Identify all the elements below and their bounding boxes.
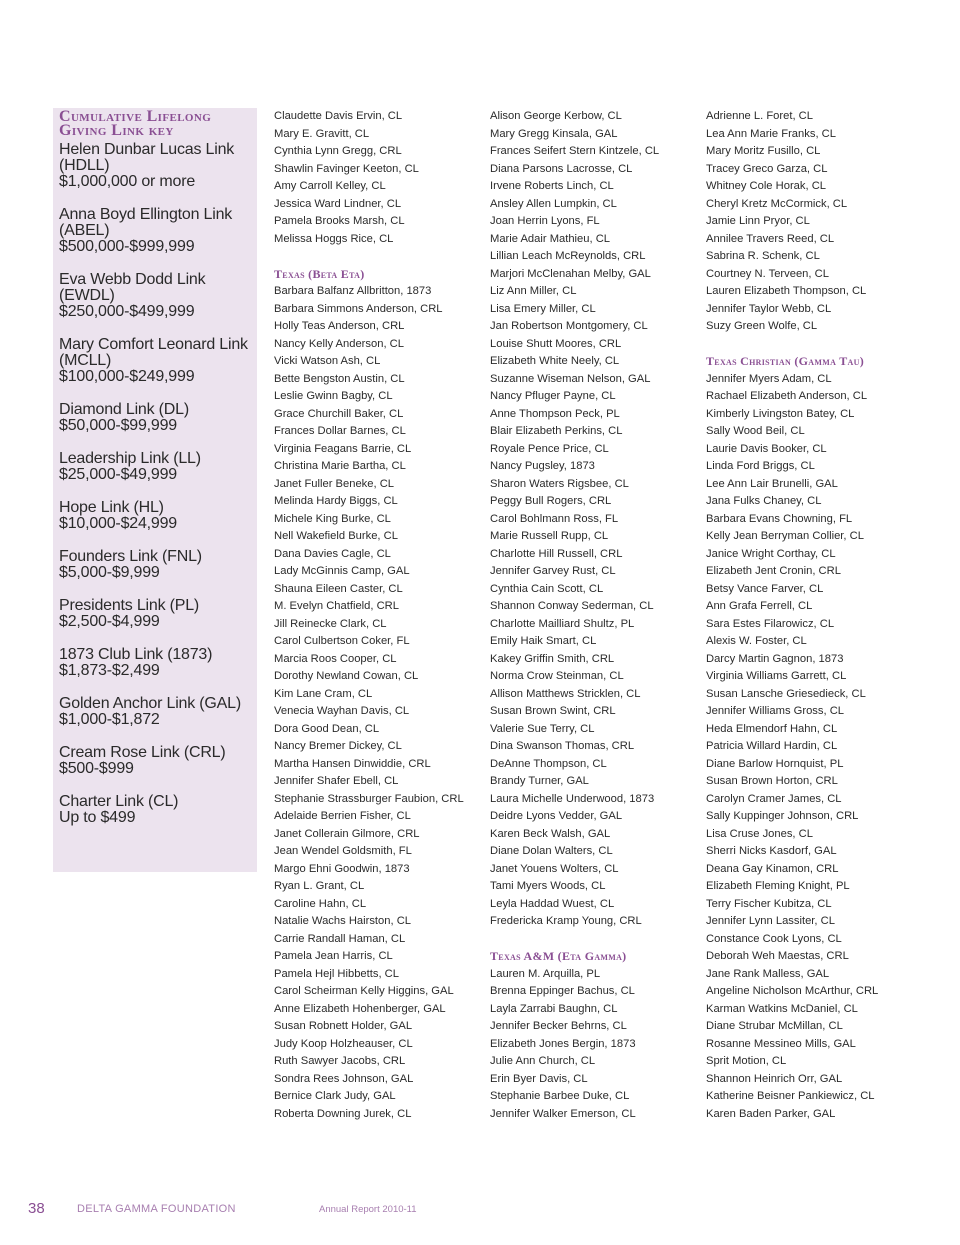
donor-name: Angeline Nicholson McArthur, CRL [706, 985, 879, 997]
key-entry [59, 402, 251, 434]
donor-name: Jana Fulks Chaney, CL [706, 495, 822, 507]
donor-name: Courtney N. Terveen, CL [706, 267, 829, 280]
donor-name: Kelly Jean Berryman Collier, CL [706, 530, 864, 542]
donor-name: Sharon Waters Rigsbee, CL [490, 477, 629, 490]
donor-name: Cheryl Kretz McCormick, CL [706, 197, 848, 210]
donor-name: Frances Dollar Barnes, CL [274, 425, 406, 437]
donor-name: Jill Reinecke Clark, CL [274, 617, 387, 630]
donor-name: Marcia Roos Cooper, CL [274, 652, 397, 665]
donor-name: Susan Brown Horton, CRL [706, 775, 838, 787]
donor-name: Ann Grafa Ferrell, CL [706, 600, 813, 612]
key-entry-range: $1,000-$1,872 [59, 711, 160, 728]
key-entry-range: $25,000-$49,999 [59, 466, 178, 483]
donor-name: Virginia Feagans Barrie, CL [274, 442, 412, 455]
donor-name: Jennifer Lynn Lassiter, CL [706, 915, 835, 927]
donor-name: Marie Russell Rupp, CL [490, 530, 609, 542]
donor-name: Suzanne Wiseman Nelson, GAL [490, 372, 651, 385]
chapter-heading: Texas (Beta Eta) [274, 266, 365, 281]
donor-name: Jennifer Myers Adam, CL [706, 372, 832, 385]
donor-name: Mary Gregg Kinsala, GAL [490, 127, 618, 140]
donor-name: Bernice Clark Judy, GAL [274, 1090, 396, 1102]
donor-name: Sally Wood Beil, CL [706, 425, 805, 437]
key-entry-range: $2,500-$4,999 [59, 613, 160, 630]
donor-name: DeAnne Thompson, CL [490, 757, 607, 770]
donor-name: Leyla Haddad Wuest, CL [490, 897, 615, 910]
donor-name: Deborah Weh Maestas, CRL [706, 950, 849, 962]
donor-name: Norma Crow Steinman, CL [490, 670, 624, 682]
donor-name: Ansley Allen Lumpkin, CL [490, 197, 617, 210]
donor-name: Shawlin Favinger Keeton, CL [274, 162, 419, 175]
report-title: Annual Report 2010-11 [319, 1204, 417, 1215]
key-title-line2: Giving Link key [59, 122, 174, 139]
donor-name: Stephanie Barbee Duke, CL [490, 1090, 630, 1102]
donor-name: Whitney Cole Horak, CL [706, 180, 826, 192]
donor-name: Kim Lane Cram, CL [274, 687, 373, 700]
donor-name: Carolyn Cramer James, CL [706, 792, 842, 805]
donor-name: Amy Carroll Kelley, CL [274, 180, 386, 192]
key-entry [59, 647, 251, 679]
donor-name: Christina Marie Bartha, CL [274, 460, 406, 472]
key-entry-name: Leadership Link (LL) [59, 450, 201, 467]
donor-name: Jennifer Shafer Ebell, CL [274, 775, 399, 787]
donor-name: Sprit Motion, CL [706, 1055, 787, 1067]
donor-name: Liz Ann Miller, CL [490, 285, 577, 297]
donor-name: Barbara Balfanz Allbritton, 1873 [274, 285, 432, 297]
key-entry [59, 142, 251, 190]
donor-name: Ryan L. Grant, CL [274, 880, 365, 892]
donor-name: Lisa Cruse Jones, CL [706, 827, 813, 840]
donor-name: Lady McGinnis Camp, GAL [274, 565, 410, 577]
donor-name: Rosanne Messineo Mills, GAL [706, 1037, 856, 1050]
donor-name: Pamela Jean Harris, CL [274, 950, 393, 962]
donor-name: Lauren Elizabeth Thompson, CL [706, 285, 867, 297]
donor-name: Jennifer Garvey Rust, CL [490, 565, 616, 577]
key-entry-name: Mary Comfort Leonard Link (MCLL) [59, 336, 248, 369]
donor-name: Anne Thompson Peck, PL [490, 407, 620, 420]
donor-name: Diane Strubar McMillan, CL [706, 1020, 843, 1032]
key-entry-name: 1873 Club Link (1873) [59, 646, 213, 663]
donor-name: Shauna Eileen Caster, CL [274, 582, 403, 595]
key-entry-name: Charter Link (CL) [59, 793, 179, 810]
donor-name: Sally Kuppinger Johnson, CRL [706, 810, 859, 822]
donor-name: Terry Fischer Kubitza, CL [706, 897, 832, 910]
donor-name: Jane Rank Malless, GAL [706, 967, 830, 980]
donor-name: Kimberly Livingston Batey, CL [706, 407, 855, 420]
donor-name: Sabrina R. Schenk, CL [706, 250, 820, 262]
donor-name: Laura Michelle Underwood, 1873 [490, 792, 655, 805]
donor-column-1 [274, 108, 484, 1123]
donor-name: Katherine Beisner Pankiewicz, CL [706, 1090, 875, 1102]
donor-name: Shannon Heinrich Orr, GAL [706, 1072, 843, 1085]
donor-name: Dina Swanson Thomas, CRL [490, 740, 635, 752]
key-entry-range: $250,000-$499,999 [59, 303, 195, 320]
key-entry [59, 272, 251, 320]
donor-name: Tami Myers Woods, CL [490, 880, 606, 892]
key-entry-name: Anna Boyd Ellington Link (ABEL) [59, 206, 233, 239]
donor-name: Alison George Kerbow, CL [490, 110, 622, 122]
key-entry [59, 598, 251, 630]
donor-name: Julie Ann Church, CL [490, 1055, 596, 1067]
donor-name: Karen Beck Walsh, GAL [490, 827, 611, 840]
donor-column-2 [490, 108, 700, 1123]
donor-name: Kakey Griffin Smith, CRL [490, 652, 615, 665]
donor-name: Nancy Pfluger Payne, CL [490, 390, 616, 402]
donor-name: Sondra Rees Johnson, GAL [274, 1072, 414, 1085]
donor-name: Vicki Watson Ash, CL [274, 355, 381, 367]
donor-name: Judy Koop Holzheauser, CL [274, 1037, 413, 1050]
key-entry-range: $100,000-$249,999 [59, 368, 195, 385]
key-entry-range: $1,000,000 or more [59, 173, 196, 190]
donor-name: Carol Bohlmann Ross, FL [490, 512, 619, 525]
donor-name: Annilee Travers Reed, CL [706, 232, 835, 245]
key-entry-name: Founders Link (FNL) [59, 548, 202, 565]
donor-name: Janet Fuller Beneke, CL [274, 477, 395, 490]
donor-name: Nancy Bremer Dickey, CL [274, 740, 402, 752]
donor-name: Lee Ann Lair Brunelli, GAL [706, 477, 838, 490]
donor-name: Mary Moritz Fusillo, CL [706, 145, 821, 157]
key-entry [59, 745, 251, 777]
donor-name: Susan Lansche Griesedieck, CL [706, 687, 866, 700]
donor-name: Lillian Leach McReynolds, CRL [490, 250, 646, 262]
donor-name: Jennifer Taylor Webb, CL [706, 302, 832, 315]
chapter-heading: Texas A&M (Eta Gamma) [490, 949, 627, 963]
chapter-heading: Texas Christian (Gamma Tau) [706, 354, 865, 368]
donor-name: Barbara Simmons Anderson, CRL [274, 302, 443, 315]
donor-name: Martha Hansen Dinwiddie, CRL [274, 757, 431, 770]
donor-name: Marie Adair Mathieu, CL [490, 232, 611, 245]
donor-name: Irvene Roberts Linch, CL [490, 180, 614, 192]
donor-name: Laurie Davis Booker, CL [706, 442, 827, 455]
section-gap [490, 931, 700, 949]
donor-name: Darcy Martin Gagnon, 1873 [706, 652, 844, 665]
donor-name: Sara Estes Filarowicz, CL [706, 617, 835, 630]
donor-name: Michele King Burke, CL [274, 512, 391, 525]
donor-name: Sherri Nicks Kasdorf, GAL [706, 845, 837, 857]
key-entry-range: $50,000-$99,999 [59, 417, 178, 434]
key-title-line1: Cumulative Lifelong [59, 108, 212, 125]
donor-name: Susan Brown Swint, CRL [490, 705, 616, 717]
donor-name: Allison Matthews Stricklen, CL [490, 687, 641, 700]
donor-name: Pamela Brooks Marsh, CL [274, 215, 405, 227]
donor-name: Carrie Randall Haman, CL [274, 932, 406, 945]
donor-name: Adrienne L. Foret, CL [706, 110, 813, 122]
key-entry [59, 337, 251, 385]
donor-name: Elizabeth Fleming Knight, PL [706, 880, 850, 892]
key-entry-range: $500-$999 [59, 760, 134, 777]
donor-name: Marjori McClenahan Melby, GAL [490, 267, 651, 280]
key-entry [59, 207, 251, 255]
donor-name: Elizabeth Jones Bergin, 1873 [490, 1037, 636, 1050]
donor-name: Jennifer Becker Behrns, CL [490, 1020, 627, 1032]
donor-name: Diane Barlow Hornquist, PL [706, 757, 844, 770]
donor-name: Dorothy Newland Cowan, CL [274, 670, 419, 682]
donor-name: Mary E. Gravitt, CL [274, 127, 370, 140]
donor-name: Erin Byer Davis, CL [490, 1072, 588, 1085]
donor-name: Joan Herrin Lyons, FL [490, 215, 600, 227]
donor-name: Ruth Sawyer Jacobs, CRL [274, 1055, 406, 1067]
donor-name: Shannon Conway Sederman, CL [490, 600, 654, 612]
donor-name: Emily Haik Smart, CL [490, 635, 597, 647]
donor-column-3 [706, 108, 916, 1123]
donor-name: Royale Pence Price, CL [490, 442, 609, 455]
donor-name: Lisa Emery Miller, CL [490, 302, 596, 315]
donor-name: Carol Culbertson Coker, FL [274, 635, 410, 647]
donor-name: Holly Teas Anderson, CRL [274, 320, 405, 332]
key-entry-range: $500,000-$999,999 [59, 238, 195, 255]
donor-name: M. Evelyn Chatfield, CRL [274, 600, 399, 612]
donor-name: Jessica Ward Lindner, CL [274, 197, 402, 210]
donor-name: Jean Wendel Goldsmith, FL [274, 845, 412, 857]
donor-name: Karen Baden Parker, GAL [706, 1107, 836, 1120]
donor-name: Caroline Hahn, CL [274, 897, 367, 910]
donor-name: Suzy Green Wolfe, CL [706, 320, 818, 332]
donor-name: Nancy Pugsley, 1873 [490, 460, 595, 472]
donor-name: Nell Wakefield Burke, CL [274, 530, 398, 542]
donor-name: Dana Davies Cagle, CL [274, 547, 391, 560]
key-entry-name: Cream Rose Link (CRL) [59, 744, 226, 761]
donor-name: Melinda Hardy Biggs, CL [274, 495, 398, 507]
donor-name: Dora Good Dean, CL [274, 722, 380, 735]
donor-name: Lea Ann Marie Franks, CL [706, 127, 836, 140]
donor-name: Elizabeth Jent Cronin, CRL [706, 565, 841, 577]
donor-name: Heda Elmendorf Hahn, CL [706, 722, 838, 735]
donor-name: Charlotte Mailliard Shultz, PL [490, 617, 635, 630]
donor-name: Diana Parsons Lacrosse, CL [490, 162, 633, 175]
donor-name: Bette Bengston Austin, CL [274, 372, 405, 385]
donor-name: Deidre Lyons Vedder, GAL [490, 810, 623, 822]
key-entry-name: Eva Webb Dodd Link (EWDL) [59, 271, 206, 304]
donor-name: Blair Elizabeth Perkins, CL [490, 425, 623, 437]
donor-name: Jan Robertson Montgomery, CL [490, 320, 648, 332]
key-entry-name: Golden Anchor Link (GAL) [59, 695, 241, 712]
donor-name: Melissa Hoggs Rice, CL [274, 232, 394, 245]
donor-name: Natalie Wachs Hairston, CL [274, 915, 411, 927]
donor-name: Barbara Evans Chowning, FL [706, 512, 853, 525]
key-entry [59, 794, 251, 826]
organization-name: DELTA GAMMA FOUNDATION [77, 1203, 236, 1215]
donor-name: Cynthia Cain Scott, CL [490, 582, 604, 595]
donor-name: Nancy Kelly Anderson, CL [274, 337, 404, 350]
donor-name: Susan Robnett Holder, GAL [274, 1020, 413, 1032]
donor-name: Linda Ford Briggs, CL [706, 460, 815, 472]
donor-name: Tracey Greco Garza, CL [706, 162, 828, 175]
key-entry-name: Presidents Link (PL) [59, 597, 200, 614]
donor-name: Jamie Linn Pryor, CL [706, 215, 810, 227]
donor-name: Pamela Hejl Hibbetts, CL [274, 967, 399, 980]
donor-name: Louise Shutt Moores, CRL [490, 337, 622, 350]
page-number: 38 [28, 1200, 45, 1217]
donor-name: Janet Youens Wolters, CL [490, 862, 619, 875]
donor-name: Patricia Willard Hardin, CL [706, 740, 838, 752]
donor-name: Adelaide Berrien Fisher, CL [274, 810, 411, 822]
page-footer [0, 1200, 960, 1220]
donor-name: Brandy Turner, GAL [490, 775, 589, 787]
donor-name: Diane Dolan Walters, CL [490, 845, 613, 857]
key-entry-range: $5,000-$9,999 [59, 564, 160, 581]
donor-name: Leslie Gwinn Bagby, CL [274, 390, 393, 402]
donor-name: Fredericka Kramp Young, CRL [490, 915, 642, 927]
donor-name: Janet Collerain Gilmore, CRL [274, 827, 420, 840]
key-entry-name: Hope Link (HL) [59, 499, 164, 516]
giving-link-key [53, 108, 257, 872]
donor-name: Constance Cook Lyons, CL [706, 932, 842, 945]
donor-name: Alexis W. Foster, CL [706, 635, 807, 647]
donor-name: Margo Ehni Goodwin, 1873 [274, 862, 410, 875]
donor-name: Carol Scheirman Kelly Higgins, GAL [274, 985, 454, 997]
section-gap [706, 336, 916, 354]
donor-name: Roberta Downing Jurek, CL [274, 1107, 412, 1120]
key-entry-name: Diamond Link (DL) [59, 401, 189, 418]
donor-name: Deana Gay Kinamon, CRL [706, 862, 839, 875]
donor-name: Jennifer Walker Emerson, CL [490, 1107, 636, 1120]
donor-name: Virginia Williams Garrett, CL [706, 670, 847, 682]
donor-name: Venecia Wayhan Davis, CL [274, 705, 410, 717]
donor-name: Elizabeth White Neely, CL [490, 355, 620, 367]
donor-name: Frances Seifert Stern Kintzele, CL [490, 145, 660, 157]
key-entry [59, 549, 251, 581]
donor-name: Anne Elizabeth Hohenberger, GAL [274, 1002, 446, 1015]
key-entry-name: Helen Dunbar Lucas Link (HDLL) [59, 141, 235, 174]
donor-name: Betsy Vance Farver, CL [706, 582, 824, 595]
key-entry-range: $10,000-$24,999 [59, 515, 178, 532]
donor-name: Janice Wright Corthay, CL [706, 547, 836, 560]
donor-name: Cynthia Lynn Gregg, CRL [274, 145, 402, 157]
donor-name: Peggy Bull Rogers, CRL [490, 495, 612, 507]
donor-name: Karman Watkins McDaniel, CL [706, 1002, 858, 1015]
donor-name: Layla Zarrabi Baughn, CL [490, 1002, 618, 1015]
key-title [59, 110, 251, 138]
donor-name: Charlotte Hill Russell, CRL [490, 547, 623, 560]
key-entry-range: $1,873-$2,499 [59, 662, 160, 679]
section-gap [274, 248, 484, 266]
donor-name: Rachael Elizabeth Anderson, CL [706, 390, 868, 402]
key-entries [59, 142, 251, 826]
donor-name: Valerie Sue Terry, CL [490, 722, 595, 735]
donor-name: Stephanie Strassburger Faubion, CRL [274, 792, 464, 805]
key-entry [59, 451, 251, 483]
key-entry [59, 696, 251, 728]
donor-name: Claudette Davis Ervin, CL [274, 110, 403, 122]
donor-name: Lauren M. Arquilla, PL [490, 967, 601, 980]
donor-name: Jennifer Williams Gross, CL [706, 705, 845, 717]
key-entry [59, 500, 251, 532]
key-entry-range: Up to $499 [59, 809, 136, 826]
donor-name: Grace Churchill Baker, CL [274, 407, 404, 420]
donor-name: Brenna Eppinger Bachus, CL [490, 985, 635, 997]
